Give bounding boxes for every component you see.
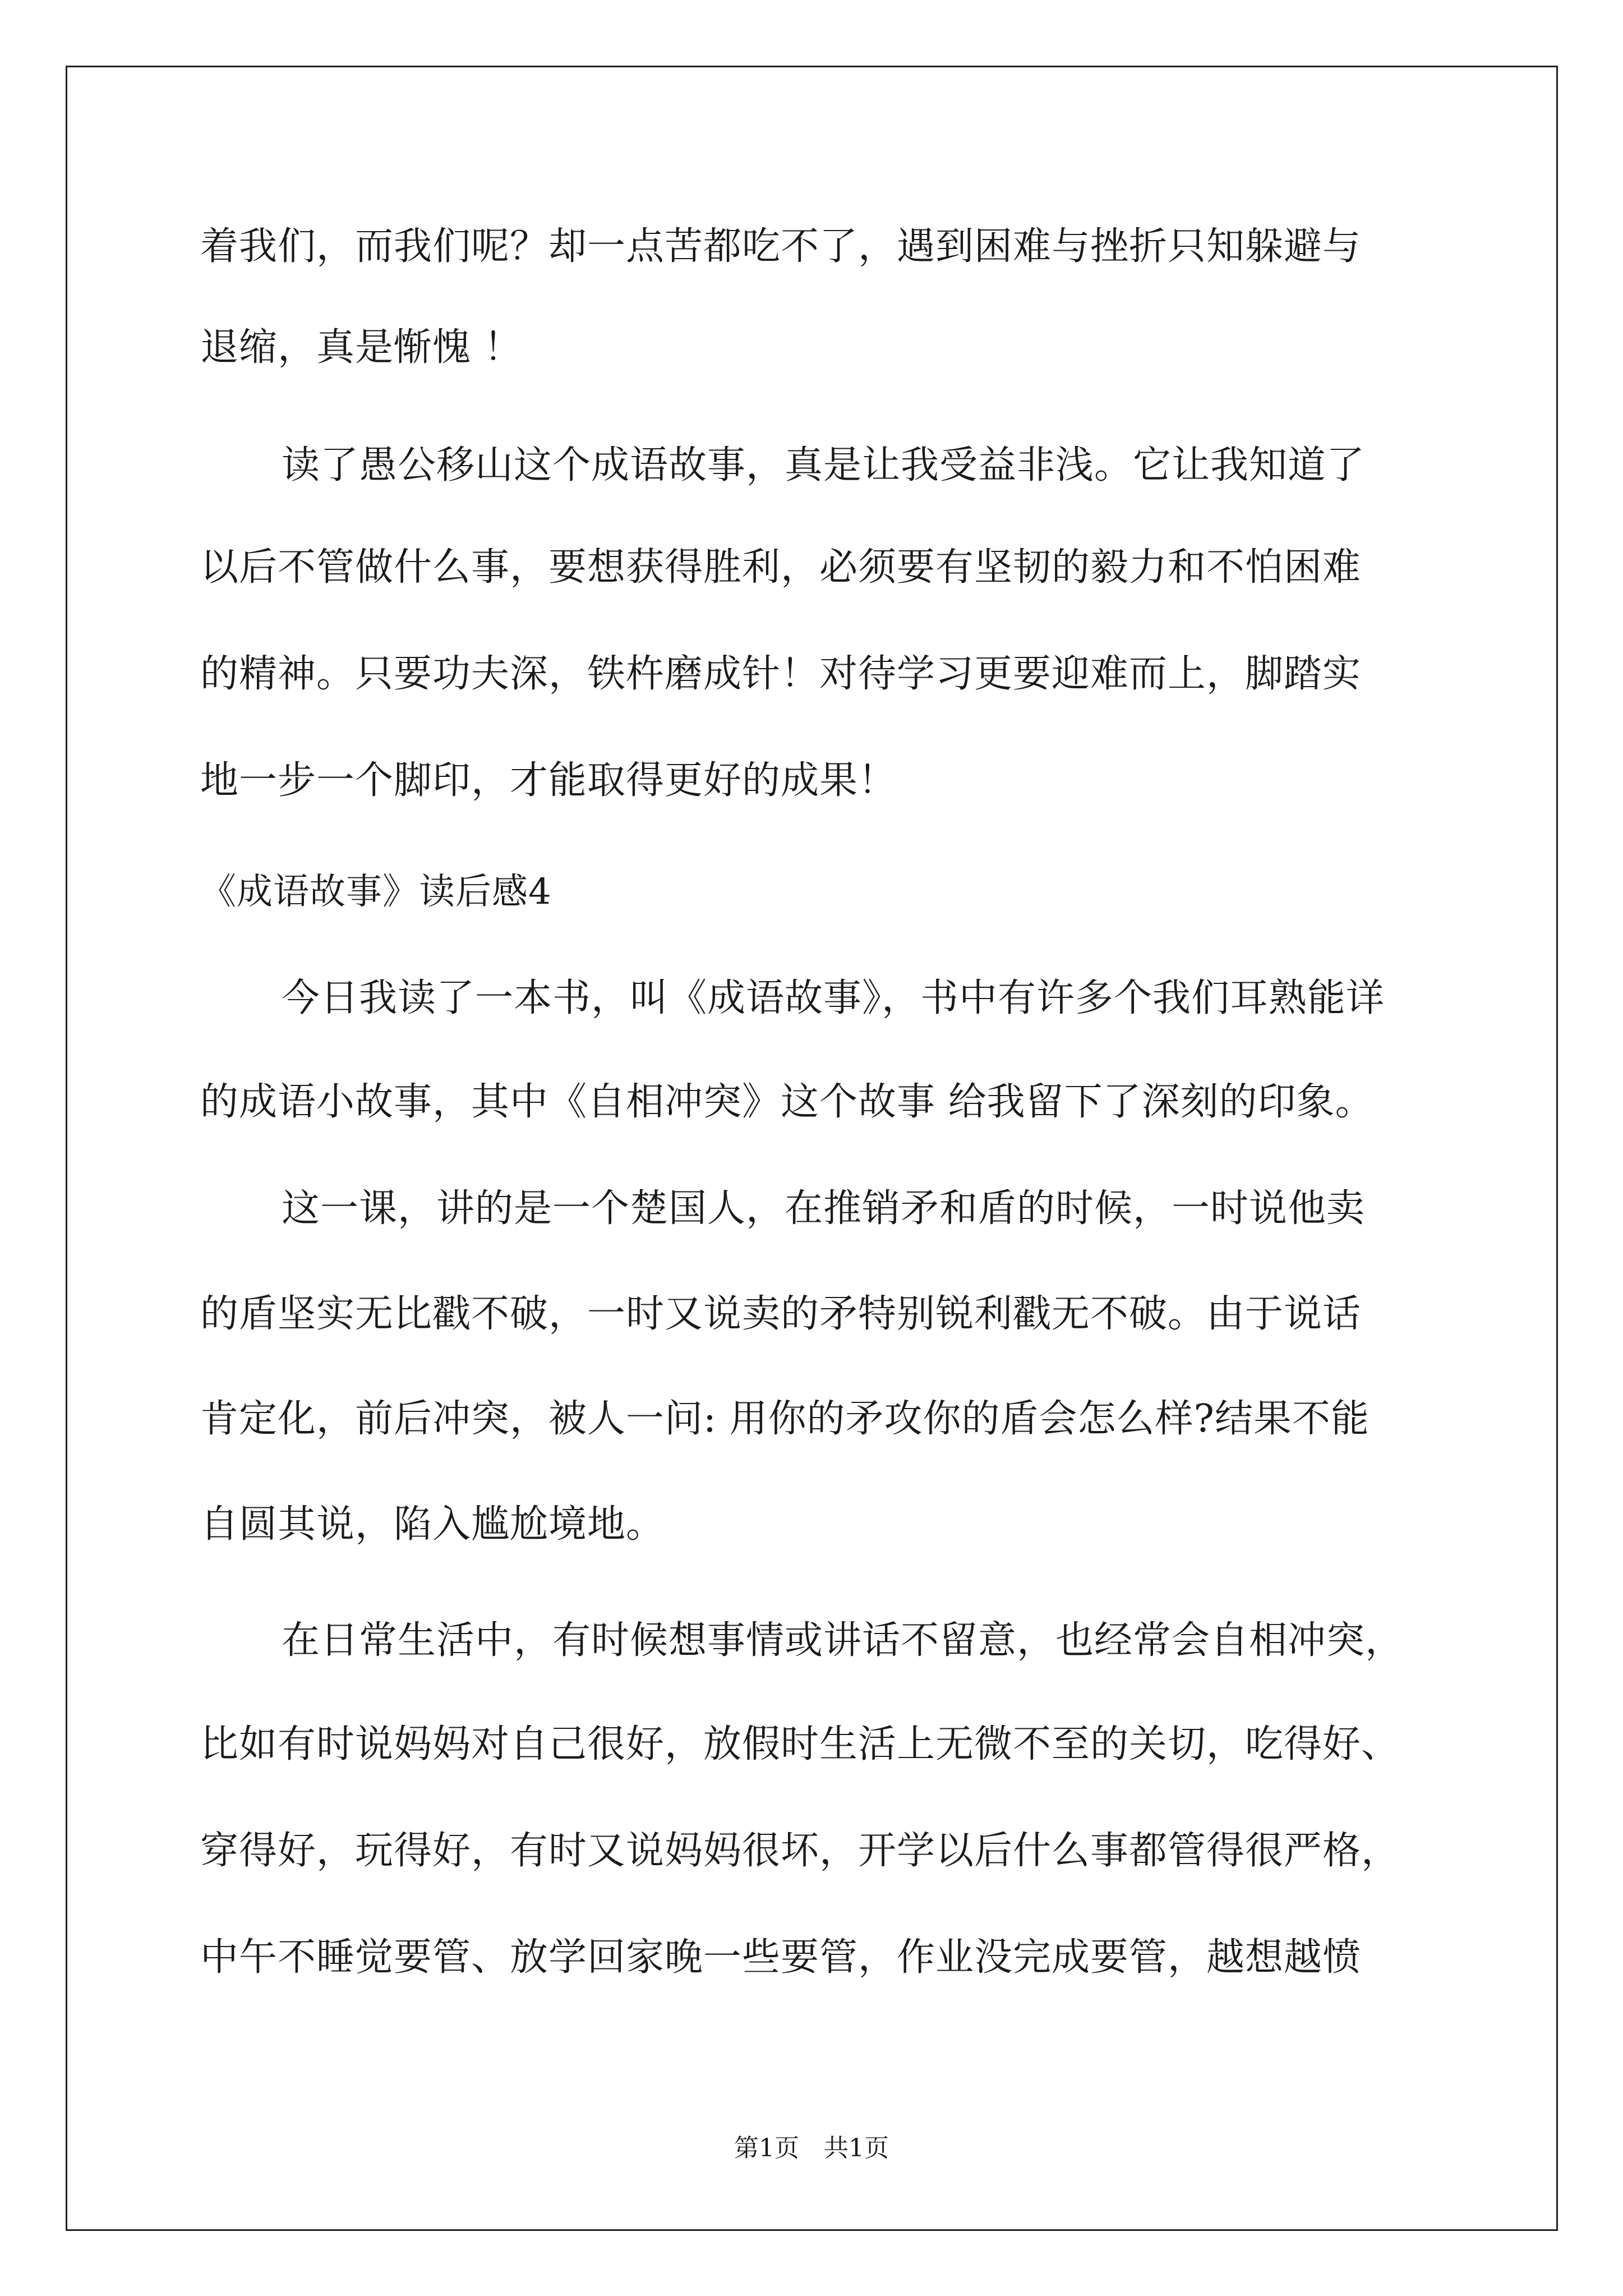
text-line: 退缩，真是惭愧 ！ xyxy=(200,325,523,370)
text-line: 的成语小故事，其中《自相冲突》这个故事 给我留下了深刻的印象。 xyxy=(200,1080,1374,1124)
text-line: 读了愚公移山这个成语故事，真是让我受益非浅。它让我知道了 xyxy=(282,443,1366,487)
text-line: 着我们，而我们呢？却一点苦都吃不了，遇到困难与挫折只知躲避与 xyxy=(200,224,1362,269)
text-line: 这一课，讲的是一个楚国人，在推销矛和盾的时候，一时说他卖 xyxy=(282,1186,1366,1231)
text-line: 自圆其说，陷入尴尬境地。 xyxy=(200,1502,665,1547)
text-line: 以后不管做什么事，要想获得胜利，必须要有坚韧的毅力和不怕困难 xyxy=(200,545,1362,590)
text-line: 地一步一个脚印，才能取得更好的成果！ xyxy=(200,758,897,803)
page-border xyxy=(66,66,1558,2231)
text-line: 的盾坚实无比戳不破，一时又说卖的矛特别锐利戳无不破。由于说话 xyxy=(200,1292,1362,1336)
text-line: 穿得好，玩得好，有时又说妈妈很坏，开学以后什么事都管得很严格， xyxy=(200,1829,1400,1873)
text-line: 肯定化，前后冲突，被人一问: 用你的矛攻你的盾会怎么样?结果不能 xyxy=(200,1397,1370,1441)
text-line: 中午不睡觉要管、放学回家晚一些要管，作业没完成要管，越想越愤 xyxy=(200,1935,1362,1980)
section-heading: 《成语故事》读后感4 xyxy=(200,871,552,913)
text-line: 比如有时说妈妈对自己很好，放假时生活上无微不至的关切，吃得好、 xyxy=(200,1722,1400,1766)
text-line: 的精神。只要功夫深，铁杵磨成针！对待学习更要迎难而上，脚踏实 xyxy=(200,652,1362,696)
page-footer: 第1页 共1页 xyxy=(734,2134,889,2162)
text-line: 在日常生活中，有时候想事情或讲话不留意，也经常会自相冲突， xyxy=(282,1618,1404,1663)
text-line: 今日我读了一本书，叫《成语故事》，书中有许多个我们耳熟能详 xyxy=(282,976,1385,1020)
